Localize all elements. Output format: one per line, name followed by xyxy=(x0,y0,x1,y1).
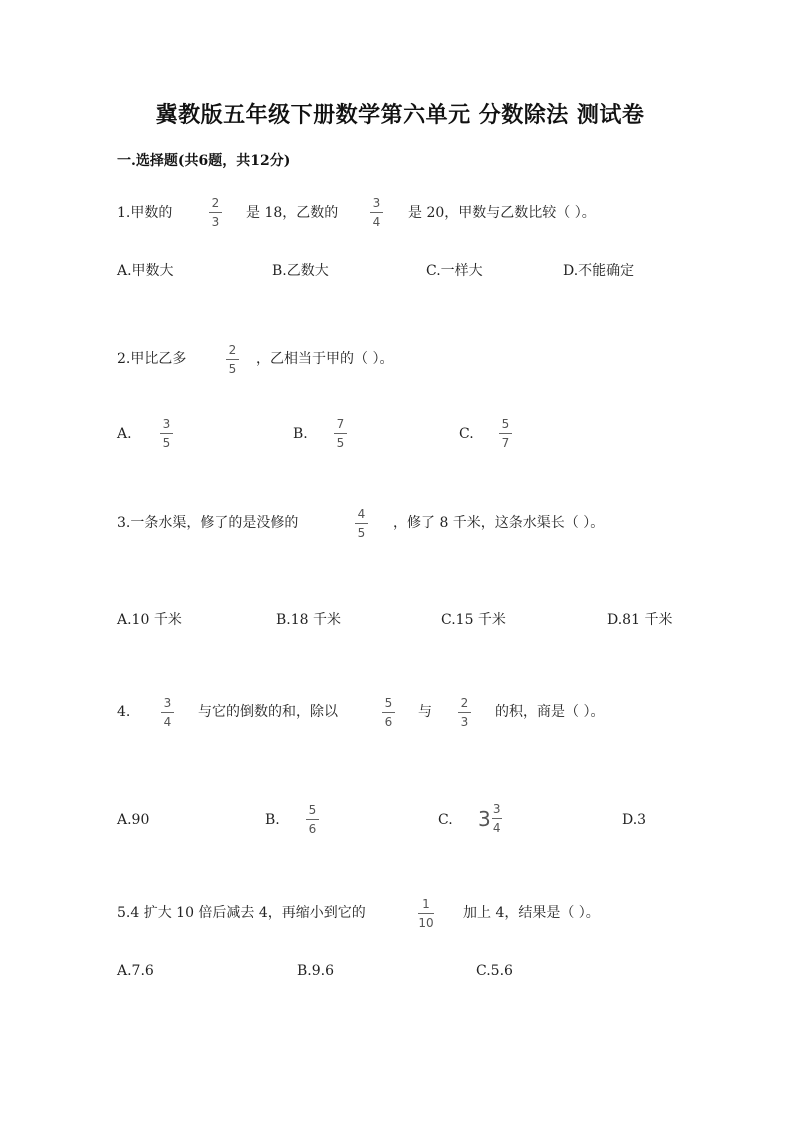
numerator: 2 xyxy=(460,696,469,710)
question-text: 2.甲比乙多 xyxy=(117,351,187,367)
option-c[interactable]: C.5.6 xyxy=(476,963,513,979)
option-a[interactable]: A.7.6 xyxy=(117,963,154,979)
denominator: 10 xyxy=(418,916,434,930)
fraction xyxy=(209,196,222,229)
fraction-bar xyxy=(382,712,395,713)
denominator: 4 xyxy=(163,715,172,729)
section-heading: 一.选择题(共6题，共12分) xyxy=(117,153,291,169)
fraction xyxy=(355,507,368,540)
numerator: 3 xyxy=(162,417,171,431)
numerator: 3 xyxy=(372,196,381,210)
fraction xyxy=(370,196,383,229)
numerator: 3 xyxy=(492,802,501,816)
fraction-bar xyxy=(370,212,383,213)
denominator: 3 xyxy=(460,715,469,729)
fraction-bar xyxy=(334,433,347,434)
fraction-bar xyxy=(306,819,319,820)
mixed-number xyxy=(478,802,502,835)
fraction xyxy=(418,897,434,930)
option-c[interactable]: C.一样大 xyxy=(426,263,483,279)
fraction xyxy=(334,417,347,450)
fraction xyxy=(492,802,502,835)
option-label: B. xyxy=(265,812,280,828)
whole-part: 3 xyxy=(478,806,491,831)
denominator: 4 xyxy=(372,215,381,229)
option-b[interactable]: B.乙数大 xyxy=(272,263,329,279)
option-b[interactable]: B.18 千米 xyxy=(276,612,342,628)
question-text: ，乙相当于甲的（ ）。 xyxy=(256,351,394,367)
question-text: 3.一条水渠，修了的是没修的 xyxy=(117,515,299,531)
numerator: 7 xyxy=(336,417,345,431)
option-label: A. xyxy=(117,426,132,442)
option-c[interactable]: C.15 千米 xyxy=(441,612,506,628)
option-d[interactable]: D.不能确定 xyxy=(563,263,635,279)
numerator: 2 xyxy=(211,196,220,210)
numerator: 1 xyxy=(422,897,430,911)
option-a[interactable]: A.甲数大 xyxy=(117,263,174,279)
question-text: 是 18，乙数的 xyxy=(246,205,339,221)
fraction-bar xyxy=(355,523,368,524)
option-label: B. xyxy=(293,426,308,442)
page-title: 冀教版五年级下册数学第六单元 分数除法 测试卷 xyxy=(155,102,645,128)
fraction xyxy=(382,696,395,729)
question-text: 加上 4，结果是（ ）。 xyxy=(463,905,600,921)
denominator: 6 xyxy=(384,715,393,729)
question-number: 4. xyxy=(117,704,131,720)
option-a[interactable]: A.10 千米 xyxy=(117,612,182,628)
fraction-bar xyxy=(226,359,239,360)
fraction-bar xyxy=(161,712,174,713)
question-text: 1.甲数的 xyxy=(117,205,173,221)
numerator: 2 xyxy=(228,343,237,357)
denominator: 4 xyxy=(492,821,501,835)
fraction xyxy=(161,696,174,729)
numerator: 5 xyxy=(384,696,393,710)
option-d[interactable]: D.81 千米 xyxy=(607,612,673,628)
fraction xyxy=(458,696,471,729)
denominator: 5 xyxy=(357,526,366,540)
option-d[interactable]: D.3 xyxy=(622,812,647,828)
question-text: 与它的倒数的和，除以 xyxy=(198,704,338,720)
fraction xyxy=(226,343,239,376)
numerator: 5 xyxy=(501,417,510,431)
fraction-bar xyxy=(209,212,222,213)
denominator: 3 xyxy=(211,215,220,229)
fraction xyxy=(499,417,512,450)
question-text: 的积，商是（ ）。 xyxy=(495,704,605,720)
option-b[interactable]: B.9.6 xyxy=(297,963,335,979)
numerator: 3 xyxy=(163,696,172,710)
denominator: 6 xyxy=(308,822,317,836)
fraction xyxy=(160,417,173,450)
denominator: 7 xyxy=(501,436,510,450)
fraction-bar xyxy=(160,433,173,434)
option-label: C. xyxy=(438,812,453,828)
fraction-bar xyxy=(499,433,512,434)
option-label: C. xyxy=(459,426,474,442)
fraction-bar xyxy=(458,712,471,713)
question-text: 是 20，甲数与乙数比较（ ）。 xyxy=(408,205,596,221)
numerator: 5 xyxy=(308,803,317,817)
fraction-bar xyxy=(418,913,434,914)
question-text: 5.4 扩大 10 倍后减去 4，再缩小到它的 xyxy=(117,905,366,921)
question-text: ，修了 8 千米，这条水渠长（ ）。 xyxy=(393,515,605,531)
fraction xyxy=(306,803,319,836)
question-text: 与 xyxy=(418,704,432,720)
numerator: 4 xyxy=(357,507,366,521)
option-a[interactable]: A.90 xyxy=(117,812,150,828)
denominator: 5 xyxy=(162,436,171,450)
denominator: 5 xyxy=(336,436,345,450)
denominator: 5 xyxy=(228,362,237,376)
fraction-bar xyxy=(492,818,502,819)
